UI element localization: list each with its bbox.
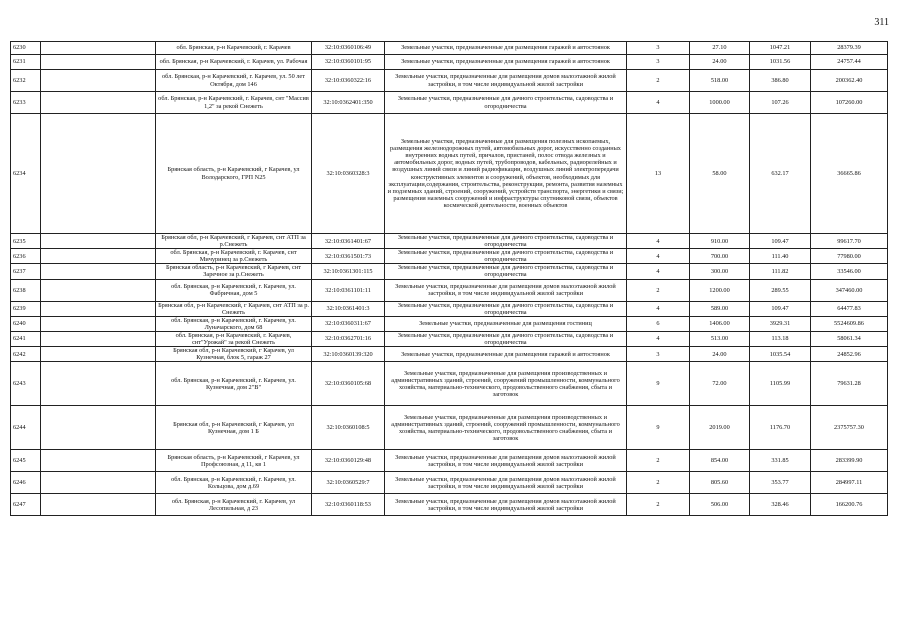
- area-cell: 518.00: [690, 70, 750, 92]
- unit-value-cell: 353.77: [750, 472, 811, 494]
- area-cell: 24.00: [690, 347, 750, 362]
- table-row: [11, 279, 888, 301]
- row-number-cell: 6244: [11, 406, 41, 450]
- empty-cell: [41, 279, 156, 301]
- table-row: [11, 70, 888, 92]
- table-row: [11, 42, 888, 55]
- cadastral-value-cell: 36665.86: [811, 114, 888, 234]
- cadastral-value-cell: 107260.00: [811, 92, 888, 114]
- unit-value-cell: 111.82: [750, 264, 811, 279]
- unit-value-cell: 1176.70: [750, 406, 811, 450]
- group-code-cell: 9: [627, 362, 690, 406]
- area-cell: 2019.00: [690, 406, 750, 450]
- address-cell: обл. Брянская, р-н Карачевский, г. Карачев: [156, 42, 312, 55]
- cadastral-number-cell: 32:10:0360322:16: [312, 70, 385, 92]
- empty-cell: [41, 331, 156, 346]
- group-code-cell: 2: [627, 279, 690, 301]
- row-number-cell: 6237: [11, 264, 41, 279]
- empty-cell: [41, 301, 156, 316]
- area-cell: 300.00: [690, 264, 750, 279]
- cadastral-number-cell: 32:10:0361401:3: [312, 301, 385, 316]
- unit-value-cell: 328.46: [750, 494, 811, 516]
- empty-cell: [41, 92, 156, 114]
- address-cell: Брянская обл, р-н Карачевский, г Карачев, снт АТП за р.Снежеть: [156, 234, 312, 249]
- cadastral-value-cell: 77980.00: [811, 249, 888, 264]
- table-row: [11, 472, 888, 494]
- land-use-cell: Земельные участки, предназначенные для размещения гостиниц: [385, 316, 627, 331]
- cadastral-value-table: [10, 41, 888, 516]
- table-row: [11, 316, 888, 331]
- address-cell: обл. Брянская, р-н Карачевский, г. Карачев, снт "Массив 1,2" за рекой Снежеть: [156, 92, 312, 114]
- cadastral-value-cell: 166200.76: [811, 494, 888, 516]
- address-cell: обл. Брянская, р-н Карачевский, г. Карачев, ул Лесопильная, д 23: [156, 494, 312, 516]
- empty-cell: [41, 114, 156, 234]
- land-use-cell: Земельные участки, предназначенные для размещения гаражей и автостоянок: [385, 42, 627, 55]
- cadastral-value-cell: 64477.83: [811, 301, 888, 316]
- row-number-cell: 6236: [11, 249, 41, 264]
- area-cell: 700.00: [690, 249, 750, 264]
- unit-value-cell: 1105.99: [750, 362, 811, 406]
- table-row: [11, 234, 888, 249]
- area-cell: 27.10: [690, 42, 750, 55]
- area-cell: 24.00: [690, 55, 750, 70]
- land-use-cell: Земельные участки, предназначенные для размещения домов малоэтажной жилой застройки, в том числе индивидуальной жилой застройки: [385, 279, 627, 301]
- row-number-cell: 6238: [11, 279, 41, 301]
- empty-cell: [41, 70, 156, 92]
- area-cell: 506.00: [690, 494, 750, 516]
- group-code-cell: 4: [627, 234, 690, 249]
- row-number-cell: 6239: [11, 301, 41, 316]
- table-row: [11, 450, 888, 472]
- row-number-cell: 6240: [11, 316, 41, 331]
- table-row: [11, 494, 888, 516]
- unit-value-cell: 3929.31: [750, 316, 811, 331]
- empty-cell: [41, 472, 156, 494]
- area-cell: 58.00: [690, 114, 750, 234]
- cadastral-number-cell: 32:10:0360311:67: [312, 316, 385, 331]
- address-cell: Брянская область, р-н Карачевский, г Карачев, ул Володарского, ГРП N25: [156, 114, 312, 234]
- cadastral-value-cell: 347460.00: [811, 279, 888, 301]
- group-code-cell: 2: [627, 450, 690, 472]
- address-cell: обл. Брянская, р-н Карачевский, г. Карачев, ул. Фабричная, дом 5: [156, 279, 312, 301]
- unit-value-cell: 109.47: [750, 234, 811, 249]
- land-use-cell: Земельные участки, предназначенные для размещения домов малоэтажной жилой застройки, в том числе индивидуальной жилой застройки: [385, 450, 627, 472]
- cadastral-number-cell: 32:10:0360118:53: [312, 494, 385, 516]
- group-code-cell: 4: [627, 249, 690, 264]
- group-code-cell: 6: [627, 316, 690, 331]
- unit-value-cell: 289.55: [750, 279, 811, 301]
- empty-cell: [41, 316, 156, 331]
- table-row: [11, 114, 888, 234]
- address-cell: Брянская обл, р-н Карачевский, г Карачев, снт АТП за р. Снежеть: [156, 301, 312, 316]
- land-use-cell: Земельные участки, предназначенные для размещения полезных ископаемых, размещения железнодорожных путей, автомобильных дорог, искусственно созданных внутренних водных путей, причалов, пристаней, полос отвода железных и автомобильных дорог, водных путей, трубопроводов, кабельных, радиорелейных и воздушных линий связи и линий радиофикации, воздушных линий электропередачи конструктивных элементов и сооружений, объектов, необходимых для эксплуатации,содержания, строительства, реконструкции, ремонта, развития наземных и подземных зданий, строений, сооружений, устройств транспорта, энергетики и связи; размещения наземных сооружений и инфраструктуры спутниковой связи, объектов космической деятельности, военных объектов: [385, 114, 627, 234]
- row-number-cell: 6234: [11, 114, 41, 234]
- address-cell: обл. Брянская, р-н Карачевский, г. Карачев, ул. Кузнечная, дом 2"В": [156, 362, 312, 406]
- area-cell: 910.00: [690, 234, 750, 249]
- table-row: [11, 406, 888, 450]
- row-number-cell: 6235: [11, 234, 41, 249]
- unit-value-cell: 109.47: [750, 301, 811, 316]
- group-code-cell: 2: [627, 494, 690, 516]
- address-cell: Брянская обл, р-н Карачевский, г Карачев, ул Кузнечная, дом 1 Б: [156, 406, 312, 450]
- unit-value-cell: 111.40: [750, 249, 811, 264]
- group-code-cell: 2: [627, 472, 690, 494]
- row-number-cell: 6241: [11, 331, 41, 346]
- cadastral-number-cell: 32:10:0362401:350: [312, 92, 385, 114]
- unit-value-cell: 1031.56: [750, 55, 811, 70]
- area-cell: 1200.00: [690, 279, 750, 301]
- row-number-cell: 6245: [11, 450, 41, 472]
- cadastral-value-cell: 24852.96: [811, 347, 888, 362]
- empty-cell: [41, 55, 156, 70]
- address-cell: Брянская область, р-н Карачевский, г Карачев, снт Заречное за р.Снежеть: [156, 264, 312, 279]
- cadastral-number-cell: 32:10:0360108:5: [312, 406, 385, 450]
- cadastral-value-cell: 2375757.30: [811, 406, 888, 450]
- cadastral-value-cell: 284997.11: [811, 472, 888, 494]
- group-code-cell: 4: [627, 331, 690, 346]
- table-row: [11, 362, 888, 406]
- row-number-cell: 6231: [11, 55, 41, 70]
- empty-cell: [41, 347, 156, 362]
- group-code-cell: 3: [627, 347, 690, 362]
- land-use-cell: Земельные участки, предназначенные для дачного строительства, садоводства и огородничества: [385, 92, 627, 114]
- land-use-cell: Земельные участки, предназначенные для дачного строительства, садоводства и огородничества: [385, 234, 627, 249]
- page-number: 311: [874, 17, 889, 28]
- unit-value-cell: 107.26: [750, 92, 811, 114]
- cadastral-value-cell: 28379.39: [811, 42, 888, 55]
- cadastral-value-cell: 58061.34: [811, 331, 888, 346]
- land-use-cell: Земельные участки, предназначенные для размещения производственных и административных зданий, строений, сооружений промышленности, коммунального хозяйства, материально-технического, продовольственного снабжения, сбыта и заготовок: [385, 362, 627, 406]
- group-code-cell: 3: [627, 55, 690, 70]
- land-use-cell: Земельные участки, предназначенные для размещения домов малоэтажной жилой застройки, в том числе индивидуальной жилой застройки: [385, 70, 627, 92]
- land-use-cell: Земельные участки, предназначенные для размещения домов малоэтажной жилой застройки, в том числе индивидуальной жилой застройки: [385, 472, 627, 494]
- area-cell: 1406.00: [690, 316, 750, 331]
- cadastral-number-cell: 32:10:0360129:48: [312, 450, 385, 472]
- unit-value-cell: 632.17: [750, 114, 811, 234]
- area-cell: 72.00: [690, 362, 750, 406]
- row-number-cell: 6230: [11, 42, 41, 55]
- table-row: [11, 331, 888, 346]
- group-code-cell: 4: [627, 92, 690, 114]
- group-code-cell: 4: [627, 301, 690, 316]
- row-number-cell: 6246: [11, 472, 41, 494]
- empty-cell: [41, 362, 156, 406]
- cadastral-value-cell: 99617.70: [811, 234, 888, 249]
- unit-value-cell: 331.85: [750, 450, 811, 472]
- cadastral-number-cell: 32:10:0362701:16: [312, 331, 385, 346]
- address-cell: обл. Брянская, р-н Карачевский, г. Карачев, ул. 50 лет Октября, дом 146: [156, 70, 312, 92]
- group-code-cell: 2: [627, 70, 690, 92]
- cadastral-value-cell: 5524609.86: [811, 316, 888, 331]
- empty-cell: [41, 406, 156, 450]
- address-cell: обл. Брянская, р-н Карачевский, г. Карачев, снт Мичуринец за р.Снежеть: [156, 249, 312, 264]
- empty-cell: [41, 234, 156, 249]
- land-use-cell: Земельные участки, предназначенные для дачного строительства, садоводства и огородничества: [385, 264, 627, 279]
- cadastral-number-cell: 32:10:0361301:115: [312, 264, 385, 279]
- empty-cell: [41, 249, 156, 264]
- address-cell: Брянская обл, р-н Карачевский, г Карачев, ул Кузнечная, блок 5, гараж 27: [156, 347, 312, 362]
- cadastral-number-cell: 32:10:0360101:95: [312, 55, 385, 70]
- area-cell: 1000.00: [690, 92, 750, 114]
- table-row: [11, 249, 888, 264]
- land-use-cell: Земельные участки, предназначенные для размещения производственных и административных зданий, строений, сооружений промышленности, коммунального хозяйства, материально-технического, продовольственного снабжения, сбыта и заготовок: [385, 406, 627, 450]
- unit-value-cell: 386.80: [750, 70, 811, 92]
- land-use-cell: Земельные участки, предназначенные для дачного строительства, садоводства и огородничества: [385, 331, 627, 346]
- row-number-cell: 6233: [11, 92, 41, 114]
- group-code-cell: 4: [627, 264, 690, 279]
- cadastral-value-cell: 283399.90: [811, 450, 888, 472]
- unit-value-cell: 1035.54: [750, 347, 811, 362]
- row-number-cell: 6243: [11, 362, 41, 406]
- land-use-cell: Земельные участки, предназначенные для размещения домов малоэтажной жилой застройки, в том числе индивидуальной жилой застройки: [385, 494, 627, 516]
- cadastral-number-cell: 32:10:0360529:7: [312, 472, 385, 494]
- table-row: [11, 55, 888, 70]
- area-cell: 854.00: [690, 450, 750, 472]
- land-use-cell: Земельные участки, предназначенные для размещения гаражей и автостоянок: [385, 55, 627, 70]
- cadastral-value-cell: 79631.28: [811, 362, 888, 406]
- empty-cell: [41, 42, 156, 55]
- unit-value-cell: 113.18: [750, 331, 811, 346]
- table-row: [11, 301, 888, 316]
- area-cell: 805.60: [690, 472, 750, 494]
- unit-value-cell: 1047.21: [750, 42, 811, 55]
- cadastral-number-cell: 32:10:0360139:320: [312, 347, 385, 362]
- row-number-cell: 6232: [11, 70, 41, 92]
- row-number-cell: 6242: [11, 347, 41, 362]
- cadastral-value-cell: 24757.44: [811, 55, 888, 70]
- table-row: [11, 92, 888, 114]
- empty-cell: [41, 494, 156, 516]
- group-code-cell: 13: [627, 114, 690, 234]
- cadastral-number-cell: 32:10:0361501:73: [312, 249, 385, 264]
- cadastral-number-cell: 32:10:0360328:3: [312, 114, 385, 234]
- address-cell: обл. Брянская, р-н Карачевский, г. Карачев, ул. Луначарского, дом 68: [156, 316, 312, 331]
- address-cell: Брянская область, р-н Карачевский, г Карачев, ул Профсоюзная, д 11, кв 1: [156, 450, 312, 472]
- empty-cell: [41, 450, 156, 472]
- group-code-cell: 3: [627, 42, 690, 55]
- address-cell: обл. Брянская, р-н Карачевский, г. Карачев, снт"Урожай" за рекой Снежеть: [156, 331, 312, 346]
- cadastral-number-cell: 32:10:0360105:68: [312, 362, 385, 406]
- land-use-cell: Земельные участки, предназначенные для дачного строительства, садоводства и огородничества: [385, 301, 627, 316]
- land-use-cell: Земельные участки, предназначенные для дачного строительства, садоводства и огородничества: [385, 249, 627, 264]
- table-row: [11, 347, 888, 362]
- group-code-cell: 9: [627, 406, 690, 450]
- land-use-cell: Земельные участки, предназначенные для размещения гаражей и автостоянок: [385, 347, 627, 362]
- cadastral-number-cell: 32:10:0361401:67: [312, 234, 385, 249]
- empty-cell: [41, 264, 156, 279]
- address-cell: обл. Брянская, р-н Карачевский, г. Карачев, ул. Рабочая: [156, 55, 312, 70]
- cadastral-value-cell: 200362.40: [811, 70, 888, 92]
- cadastral-number-cell: 32:10:0361101:11: [312, 279, 385, 301]
- area-cell: 589.00: [690, 301, 750, 316]
- table-body: [11, 42, 888, 516]
- row-number-cell: 6247: [11, 494, 41, 516]
- address-cell: обл. Брянская, р-н Карачевский, г. Карачев, ул. Кольцова, дом д.69: [156, 472, 312, 494]
- cadastral-number-cell: 32:10:0360106:49: [312, 42, 385, 55]
- area-cell: 513.00: [690, 331, 750, 346]
- cadastral-value-cell: 33546.00: [811, 264, 888, 279]
- table-row: [11, 264, 888, 279]
